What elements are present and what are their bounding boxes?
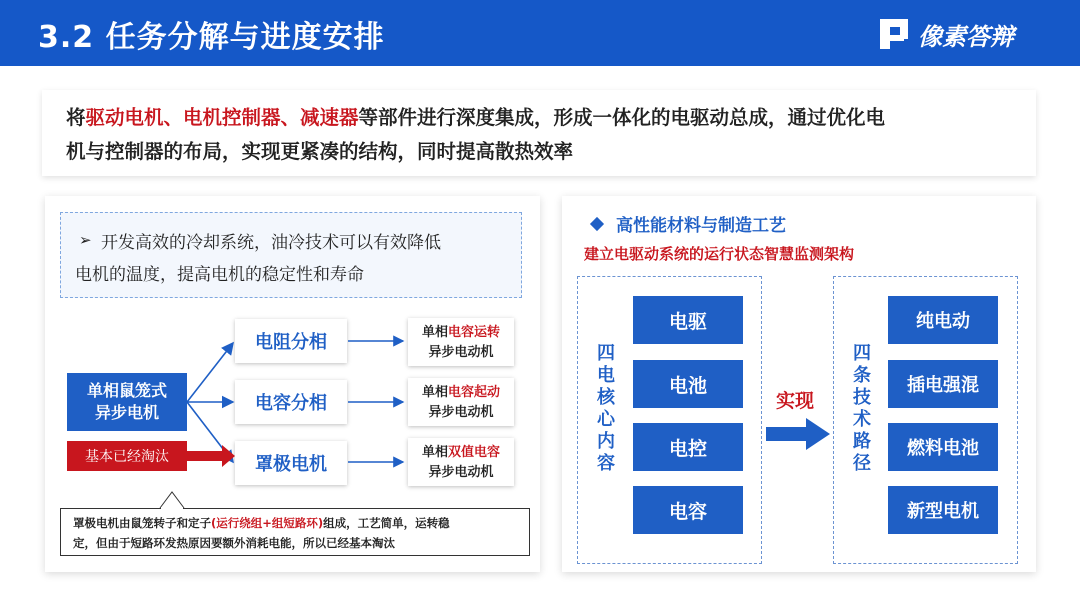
result-line-2: 异步电动机 bbox=[428, 465, 494, 480]
motor-type-box bbox=[67, 373, 187, 431]
tech-route-label bbox=[851, 343, 873, 475]
label-char: 内 bbox=[597, 431, 615, 452]
arrow-bullet-icon: ➢ bbox=[79, 231, 92, 249]
result-highlight: 电容运转 bbox=[448, 325, 501, 340]
intro-segment: 等部件进行深度集成，形成一体化的电驱动总成，通过优化电 bbox=[358, 106, 886, 129]
label-char: 径 bbox=[853, 453, 871, 474]
label-char: 核 bbox=[597, 387, 615, 408]
intro-line-1 bbox=[66, 102, 885, 130]
note-segment: 罩极电机由鼠笼转子和定子 bbox=[73, 516, 211, 530]
result-line-2: 异步电动机 bbox=[428, 405, 494, 420]
result-box-2 bbox=[408, 378, 514, 426]
route-item-plugin-hybrid: 插电强混 bbox=[888, 360, 998, 408]
result-highlight: 双值电容 bbox=[448, 445, 501, 460]
note-segment: 组成，工艺简单，运转稳 bbox=[323, 516, 450, 530]
section-title bbox=[592, 211, 786, 236]
diamond-bullet-icon bbox=[590, 217, 604, 231]
cooling-callout bbox=[60, 212, 522, 298]
core-item-battery: 电池 bbox=[633, 360, 743, 408]
result-prefix: 单相 bbox=[421, 325, 448, 340]
motor-type-line-1: 单相鼠笼式 bbox=[86, 381, 167, 400]
logo-mark-icon bbox=[880, 19, 910, 49]
intro-line-2: 机与控制器的布局，实现更紧凑的结构，同时提高散热效率 bbox=[66, 140, 574, 163]
label-char: 四 bbox=[597, 343, 615, 364]
result-highlight: 电容起动 bbox=[448, 385, 501, 400]
right-panel bbox=[562, 196, 1036, 572]
result-line-2: 异步电动机 bbox=[428, 345, 494, 360]
core-item-capacitor: 电容 bbox=[633, 486, 743, 534]
label-char: 心 bbox=[597, 409, 615, 430]
eliminated-badge: 基本已经淘汰 bbox=[67, 441, 187, 471]
route-item-pure-electric: 纯电动 bbox=[888, 296, 998, 344]
sub-title: 建立电驱动系统的运行状态智慧监测架构 bbox=[584, 245, 855, 263]
method-shaded-pole: 罩极电机 bbox=[235, 441, 347, 485]
result-box-3 bbox=[408, 438, 514, 486]
label-char: 四 bbox=[853, 343, 871, 364]
intro-card bbox=[42, 90, 1036, 176]
result-prefix: 单相 bbox=[421, 445, 448, 460]
result-box-1 bbox=[408, 318, 514, 366]
route-item-fuel-cell: 燃料电池 bbox=[888, 423, 998, 471]
core-content-group bbox=[577, 276, 762, 564]
header-bar bbox=[0, 0, 1080, 66]
label-char: 电 bbox=[597, 365, 615, 386]
logo-text: 像素答辩 bbox=[918, 22, 1014, 51]
label-char: 技 bbox=[853, 387, 871, 408]
page-title: 3.2 任务分解与进度安排 bbox=[38, 20, 385, 55]
label-char: 路 bbox=[853, 431, 871, 452]
result-prefix: 单相 bbox=[421, 385, 448, 400]
shaded-pole-note bbox=[60, 508, 530, 556]
core-item-control: 电控 bbox=[633, 423, 743, 471]
cooling-text-1: 开发高效的冷却系统，油冷技术可以有效降低 bbox=[101, 233, 441, 253]
realize-label: 实现 bbox=[776, 390, 815, 412]
note-line-2: 定，但由于短路环发热原因要额外消耗电能，所以已经基本淘汰 bbox=[73, 536, 395, 550]
core-item-drive: 电驱 bbox=[633, 296, 743, 344]
label-char: 条 bbox=[853, 365, 871, 386]
label-char: 术 bbox=[853, 409, 871, 430]
route-item-new-motor: 新型电机 bbox=[888, 486, 998, 534]
cooling-text-2: 电机的温度，提高电机的稳定性和寿命 bbox=[75, 265, 364, 285]
method-capacitor-split: 电容分相 bbox=[235, 380, 347, 424]
intro-segment: 将 bbox=[66, 106, 86, 129]
core-content-label bbox=[595, 343, 617, 475]
brand-logo bbox=[880, 16, 1014, 52]
method-resistor-split: 电阻分相 bbox=[235, 319, 347, 363]
intro-highlight: 驱动电机、电机控制器、减速器 bbox=[85, 106, 359, 129]
motor-type-line-2: 异步电机 bbox=[94, 403, 159, 422]
note-line-1 bbox=[73, 515, 450, 531]
label-char: 容 bbox=[597, 453, 615, 474]
tech-route-group bbox=[833, 276, 1018, 564]
section-title-text: 高性能材料与制造工艺 bbox=[616, 216, 786, 236]
note-highlight: (运行绕组+组短路环) bbox=[211, 516, 324, 530]
left-panel bbox=[45, 196, 540, 572]
